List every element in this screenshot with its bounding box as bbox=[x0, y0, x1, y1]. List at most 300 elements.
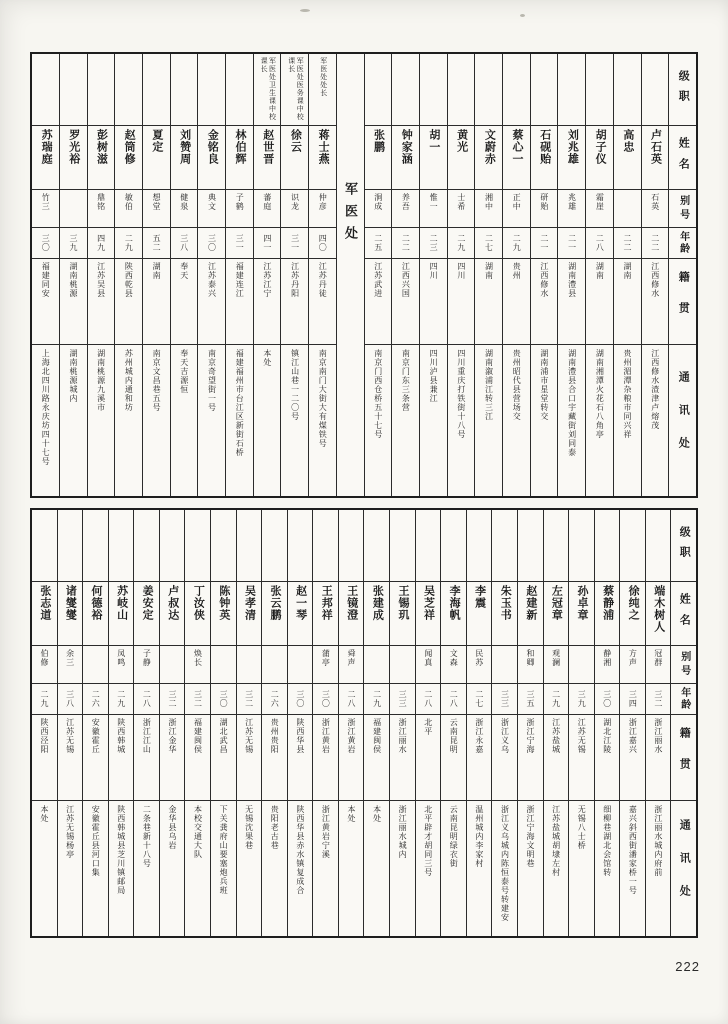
age-cell: 三〇 bbox=[211, 684, 236, 715]
alias-cell: 冠群 bbox=[646, 646, 671, 684]
alias-cell bbox=[492, 646, 517, 684]
age-cell: 二八 bbox=[586, 228, 613, 259]
person-column bbox=[142, 54, 170, 496]
person-column bbox=[32, 54, 59, 496]
person-column bbox=[253, 54, 281, 496]
rank-cell bbox=[614, 54, 641, 126]
addr-cell: 湖南桃源九溪市 bbox=[96, 349, 106, 412]
age-cell: 二三 bbox=[420, 228, 447, 259]
age-cell: 三八 bbox=[171, 228, 198, 259]
rank-cell bbox=[237, 510, 262, 582]
name-cell: 苏瑞庭 bbox=[32, 126, 59, 190]
name-cell: 胡一 bbox=[420, 126, 447, 190]
age-cell: 二一 bbox=[531, 228, 558, 259]
alias-cell: 典文 bbox=[198, 190, 225, 228]
person-column bbox=[108, 510, 134, 936]
age-cell: 三四 bbox=[620, 684, 645, 715]
rank-cell bbox=[313, 510, 338, 582]
alias-cell: 涧成 bbox=[365, 190, 392, 228]
name-cell: 左冠章 bbox=[544, 582, 569, 646]
alias-cell bbox=[364, 646, 389, 684]
rank-cell: 军医处医务课中校课长 bbox=[281, 54, 308, 126]
native-cell: 江西修水 bbox=[642, 259, 669, 345]
alias-cell: 闻真 bbox=[416, 646, 441, 684]
addr-cell: 温州城内李家村 bbox=[474, 805, 484, 868]
rank-cell bbox=[544, 510, 569, 582]
rank-cell bbox=[185, 510, 210, 582]
rank-cell bbox=[392, 54, 419, 126]
name-cell: 蒋士燕 bbox=[309, 126, 336, 190]
name-cell: 吴芝祥 bbox=[416, 582, 441, 646]
native-cell: 湖南 bbox=[475, 259, 502, 345]
row-header-alias: 别号 bbox=[669, 190, 696, 228]
rank-cell bbox=[569, 510, 594, 582]
name-cell: 丁汝侠 bbox=[185, 582, 210, 646]
row-header-rank: 级职 bbox=[671, 510, 696, 582]
rank-cell bbox=[364, 510, 389, 582]
name-cell: 钟家涵 bbox=[392, 126, 419, 190]
addr-cell: 二条巷新十八号 bbox=[142, 805, 152, 868]
age-cell: 三五 bbox=[518, 684, 543, 715]
alias-cell: 和卿 bbox=[518, 646, 543, 684]
native-cell: 江苏无锡 bbox=[237, 715, 262, 801]
row-header-column bbox=[668, 54, 696, 496]
person-column bbox=[338, 510, 364, 936]
alias-cell: 舜声 bbox=[339, 646, 364, 684]
age-cell: 三〇 bbox=[198, 228, 225, 259]
addr-cell: 陕西华县赤水镇复成合 bbox=[295, 805, 305, 895]
person-column bbox=[645, 510, 671, 936]
name-cell: 彭树滋 bbox=[88, 126, 115, 190]
age-cell: 二九 bbox=[109, 684, 134, 715]
native-cell: 江苏无锡 bbox=[58, 715, 83, 801]
alias-cell bbox=[83, 646, 108, 684]
addr-cell: 本处 bbox=[346, 805, 356, 823]
native-cell: 湖北江陵 bbox=[595, 715, 620, 801]
alias-cell: 健泉 bbox=[171, 190, 198, 228]
addr-cell: 北平辟才胡同三号 bbox=[423, 805, 433, 877]
addr-cell: 浙江黄岩宁溪 bbox=[321, 805, 331, 859]
age-cell: 三二 bbox=[237, 684, 262, 715]
person-column bbox=[287, 510, 313, 936]
name-cell: 张建成 bbox=[364, 582, 389, 646]
person-column bbox=[363, 510, 389, 936]
person-column bbox=[114, 54, 142, 496]
alias-cell bbox=[60, 190, 87, 228]
rank-cell bbox=[60, 54, 87, 126]
age-cell: 五二 bbox=[143, 228, 170, 259]
addr-cell: 下关龚府山要塞炮兵班 bbox=[219, 805, 229, 895]
rank-cell: 军医处卫生课中校课长 bbox=[254, 54, 281, 126]
addr-cell: 南京南门大街大有煤铁号 bbox=[318, 349, 328, 448]
native-cell: 浙江永嘉 bbox=[467, 715, 492, 801]
person-column bbox=[474, 54, 502, 496]
rank-cell bbox=[339, 510, 364, 582]
alias-cell: 敏伯 bbox=[115, 190, 142, 228]
addr-cell: 湖南澧县合口宇藏街刘同泰 bbox=[567, 349, 577, 457]
rank-cell bbox=[642, 54, 669, 126]
row-header-name: 姓名 bbox=[669, 126, 696, 190]
row-header-rank: 级职 bbox=[669, 54, 696, 126]
name-cell: 孙卓章 bbox=[569, 582, 594, 646]
native-cell: 贵州贵阳 bbox=[262, 715, 287, 801]
rank-cell bbox=[115, 54, 142, 126]
roster-table-top bbox=[30, 52, 698, 498]
name-cell: 赵世晋 bbox=[254, 126, 281, 190]
name-cell: 徐云 bbox=[281, 126, 308, 190]
native-cell: 浙江江山 bbox=[134, 715, 159, 801]
person-column bbox=[389, 510, 415, 936]
native-cell: 云南昆明 bbox=[441, 715, 466, 801]
name-cell: 吴孝清 bbox=[237, 582, 262, 646]
age-cell: 三一 bbox=[226, 228, 253, 259]
row-header-alias: 别号 bbox=[671, 646, 696, 684]
person-column bbox=[440, 510, 466, 936]
native-cell: 浙江黄岩 bbox=[313, 715, 338, 801]
age-cell: 三九 bbox=[60, 228, 87, 259]
alias-cell: 鼎铭 bbox=[88, 190, 115, 228]
age-cell: 三一 bbox=[281, 228, 308, 259]
person-column bbox=[619, 510, 645, 936]
native-cell: 北平 bbox=[416, 715, 441, 801]
native-cell: 贵州 bbox=[503, 259, 530, 345]
alias-cell: 想堂 bbox=[143, 190, 170, 228]
person-column bbox=[82, 510, 108, 936]
name-cell: 金铭良 bbox=[198, 126, 225, 190]
native-cell: 江苏泰兴 bbox=[198, 259, 225, 345]
rank-cell bbox=[467, 510, 492, 582]
name-cell: 何德裕 bbox=[83, 582, 108, 646]
name-cell: 黄光 bbox=[448, 126, 475, 190]
scan-artifact bbox=[300, 9, 310, 12]
rank-cell bbox=[365, 54, 392, 126]
alias-cell: 竹三 bbox=[32, 190, 59, 228]
name-cell: 朱玉书 bbox=[492, 582, 517, 646]
rank-cell bbox=[58, 510, 83, 582]
age-cell: 二九 bbox=[503, 228, 530, 259]
name-cell: 刘兆雄 bbox=[558, 126, 585, 190]
addr-cell: 贵州昭代县营场交 bbox=[512, 349, 522, 421]
alias-cell: 石英 bbox=[642, 190, 669, 228]
person-column bbox=[502, 54, 530, 496]
age-cell: 二一 bbox=[558, 228, 585, 259]
addr-cell: 浙江义乌城内陈恒泰号转建安 bbox=[500, 805, 510, 922]
age-cell: 四一 bbox=[254, 228, 281, 259]
rank-cell bbox=[226, 54, 253, 126]
name-cell: 王镜澄 bbox=[339, 582, 364, 646]
rank-cell bbox=[160, 510, 185, 582]
rank-cell bbox=[416, 510, 441, 582]
native-cell: 江苏武进 bbox=[365, 259, 392, 345]
alias-cell: 士希 bbox=[448, 190, 475, 228]
rank-cell bbox=[558, 54, 585, 126]
name-cell: 苏岐山 bbox=[109, 582, 134, 646]
name-cell: 卢叔达 bbox=[160, 582, 185, 646]
rank-cell bbox=[288, 510, 313, 582]
rank-cell bbox=[595, 510, 620, 582]
native-cell: 陕西泾阳 bbox=[32, 715, 57, 801]
alias-cell: 凤鸣 bbox=[109, 646, 134, 684]
native-cell: 奉天 bbox=[171, 259, 198, 345]
name-cell: 端木树人 bbox=[646, 582, 671, 646]
person-column bbox=[308, 54, 336, 496]
person-column bbox=[57, 510, 83, 936]
addr-cell: 陕西韩城县芝川镇邮局 bbox=[116, 805, 126, 895]
age-cell: 三〇 bbox=[595, 684, 620, 715]
name-cell: 夏定 bbox=[143, 126, 170, 190]
name-cell: 李海帆 bbox=[441, 582, 466, 646]
rank-cell bbox=[646, 510, 671, 582]
age-cell: 二九 bbox=[115, 228, 142, 259]
alias-cell bbox=[160, 646, 185, 684]
age-cell: 二六 bbox=[83, 684, 108, 715]
row-header-addr: 通讯处 bbox=[677, 371, 690, 470]
addr-cell: 本校交通大队 bbox=[193, 805, 203, 859]
name-cell: 赵一琴 bbox=[288, 582, 313, 646]
alias-cell: 湘中 bbox=[475, 190, 502, 228]
alias-cell: 民苏 bbox=[467, 646, 492, 684]
native-cell: 浙江嘉兴 bbox=[620, 715, 645, 801]
native-cell: 浙江义乌 bbox=[492, 715, 517, 801]
addr-cell: 四川重庆打铁街十八号 bbox=[456, 349, 466, 439]
native-cell: 陕西乾县 bbox=[115, 259, 142, 345]
alias-cell: 研贻 bbox=[531, 190, 558, 228]
alias-cell: 霜崖 bbox=[586, 190, 613, 228]
addr-cell: 浙江丽水城内 bbox=[398, 805, 408, 859]
rank-cell bbox=[109, 510, 134, 582]
name-cell: 徐纯之 bbox=[620, 582, 645, 646]
rank-cell bbox=[198, 54, 225, 126]
person-column bbox=[585, 54, 613, 496]
age-cell: 三三 bbox=[492, 684, 517, 715]
rank-cell bbox=[441, 510, 466, 582]
addr-cell: 本处 bbox=[262, 349, 272, 367]
native-cell: 江苏无锡 bbox=[569, 715, 594, 801]
rank-cell bbox=[518, 510, 543, 582]
age-cell: 三二 bbox=[646, 684, 671, 715]
person-column bbox=[568, 510, 594, 936]
age-cell: 二二 bbox=[614, 228, 641, 259]
native-cell: 湖北武昌 bbox=[211, 715, 236, 801]
rank-cell bbox=[620, 510, 645, 582]
native-cell: 福建同安 bbox=[32, 259, 59, 345]
row-header-age: 年龄 bbox=[669, 228, 696, 259]
person-column bbox=[641, 54, 669, 496]
person-column bbox=[59, 54, 87, 496]
name-cell: 蔡静浦 bbox=[595, 582, 620, 646]
person-column bbox=[391, 54, 419, 496]
rank-cell bbox=[531, 54, 558, 126]
native-cell: 浙江丽水 bbox=[646, 715, 671, 801]
native-cell: 江苏江宁 bbox=[254, 259, 281, 345]
person-column bbox=[594, 510, 620, 936]
native-cell: 浙江金华 bbox=[160, 715, 185, 801]
person-column bbox=[280, 54, 308, 496]
alias-cell: 方声 bbox=[620, 646, 645, 684]
addr-cell: 贵州湄潭杂粮市同兴祥 bbox=[623, 349, 633, 439]
addr-cell: 湖南桃源城内 bbox=[68, 349, 78, 403]
person-column bbox=[225, 54, 253, 496]
name-cell: 张志道 bbox=[32, 582, 57, 646]
native-cell: 浙江宁海 bbox=[518, 715, 543, 801]
alias-cell bbox=[390, 646, 415, 684]
name-cell: 林伯辉 bbox=[226, 126, 253, 190]
person-column bbox=[447, 54, 475, 496]
row-header-native: 籍贯 bbox=[671, 715, 696, 801]
rank-cell bbox=[32, 510, 57, 582]
native-cell: 湖南澧县 bbox=[558, 259, 585, 345]
age-cell: 二九 bbox=[364, 684, 389, 715]
person-column bbox=[210, 510, 236, 936]
native-cell: 江苏吴县 bbox=[88, 259, 115, 345]
alias-cell: 伯修 bbox=[32, 646, 57, 684]
alias-cell bbox=[569, 646, 594, 684]
addr-cell: 镇江山巷一二〇号 bbox=[290, 349, 300, 421]
rank-cell bbox=[503, 54, 530, 126]
rank-cell bbox=[262, 510, 287, 582]
rank-cell bbox=[586, 54, 613, 126]
addr-cell: 湖南浦市星堂转交 bbox=[539, 349, 549, 421]
alias-cell: 焕长 bbox=[185, 646, 210, 684]
name-cell: 罗光裕 bbox=[60, 126, 87, 190]
addr-cell: 四川泸县兼江 bbox=[429, 349, 439, 403]
native-cell: 江苏盐城 bbox=[544, 715, 569, 801]
age-cell: 二八 bbox=[416, 684, 441, 715]
age-cell: 四九 bbox=[88, 228, 115, 259]
name-cell: 陈钟英 bbox=[211, 582, 236, 646]
row-header-addr: 通讯处 bbox=[678, 819, 691, 918]
addr-cell: 湖南湘潭火花石八角亭 bbox=[595, 349, 605, 439]
name-cell: 文蔚赤 bbox=[475, 126, 502, 190]
addr-cell: 云南昆明绿衣街 bbox=[449, 805, 459, 868]
addr-cell: 湖南溆浦江转三江 bbox=[484, 349, 494, 421]
rank-cell bbox=[448, 54, 475, 126]
alias-cell bbox=[614, 190, 641, 228]
age-cell: 三八 bbox=[58, 684, 83, 715]
section-title-column bbox=[336, 54, 364, 496]
alias-cell: 文森 bbox=[441, 646, 466, 684]
person-column bbox=[312, 510, 338, 936]
age-cell: 二九 bbox=[32, 684, 57, 715]
addr-cell: 浙江宁海文明巷 bbox=[526, 805, 536, 868]
person-column bbox=[613, 54, 641, 496]
person-column bbox=[419, 54, 447, 496]
native-cell: 四川 bbox=[448, 259, 475, 345]
row-header-native: 籍贯 bbox=[669, 259, 696, 345]
person-column bbox=[543, 510, 569, 936]
rank-cell bbox=[171, 54, 198, 126]
person-column bbox=[133, 510, 159, 936]
person-column bbox=[517, 510, 543, 936]
person-column bbox=[261, 510, 287, 936]
person-column bbox=[491, 510, 517, 936]
native-cell: 浙江黄岩 bbox=[339, 715, 364, 801]
rank-cell bbox=[32, 54, 59, 126]
alias-cell: 余三 bbox=[58, 646, 83, 684]
alias-cell bbox=[288, 646, 313, 684]
rank-cell bbox=[211, 510, 236, 582]
name-cell: 张鹏 bbox=[365, 126, 392, 190]
name-cell: 刘赞周 bbox=[171, 126, 198, 190]
name-cell: 石砚贻 bbox=[531, 126, 558, 190]
addr-cell: 无锡八士桥 bbox=[577, 805, 587, 850]
addr-cell: 无锡沈果巷 bbox=[244, 805, 254, 850]
addr-cell: 江西修水渣津卢熔茂 bbox=[650, 349, 660, 430]
alias-cell: 养吾 bbox=[392, 190, 419, 228]
alias-cell: 识龙 bbox=[281, 190, 308, 228]
addr-cell: 上海北四川路永庆坊四十七号 bbox=[41, 349, 51, 466]
rank-cell bbox=[83, 510, 108, 582]
rank-cell bbox=[88, 54, 115, 126]
name-cell: 姜安定 bbox=[134, 582, 159, 646]
person-column bbox=[557, 54, 585, 496]
name-cell: 王邦祥 bbox=[313, 582, 338, 646]
age-cell: 二六 bbox=[262, 684, 287, 715]
age-cell: 二五 bbox=[365, 228, 392, 259]
rank-cell bbox=[390, 510, 415, 582]
alias-cell bbox=[211, 646, 236, 684]
age-cell: 二九 bbox=[544, 684, 569, 715]
alias-cell: 仲彦 bbox=[309, 190, 336, 228]
native-cell: 江苏丹徒 bbox=[309, 259, 336, 345]
native-cell: 福建闽侯 bbox=[364, 715, 389, 801]
age-cell: 三九 bbox=[569, 684, 594, 715]
addr-cell: 奉天吉源恒 bbox=[179, 349, 189, 394]
age-cell: 三二 bbox=[160, 684, 185, 715]
addr-cell: 浙江丽水城内府前 bbox=[653, 805, 663, 877]
native-cell: 福建连江 bbox=[226, 259, 253, 345]
row-header-column bbox=[670, 510, 696, 936]
addr-cell: 细柳巷湖北会馆转 bbox=[602, 805, 612, 877]
addr-cell: 本处 bbox=[40, 805, 50, 823]
age-cell: 三〇 bbox=[288, 684, 313, 715]
name-cell: 李震 bbox=[467, 582, 492, 646]
alias-cell: 子鹤 bbox=[226, 190, 253, 228]
person-column bbox=[466, 510, 492, 936]
addr-cell: 南京门东三条营 bbox=[401, 349, 411, 412]
addr-cell: 南京文昌巷五号 bbox=[152, 349, 162, 412]
page-number: 222 bbox=[675, 959, 700, 974]
addr-cell: 贵阳老古巷 bbox=[270, 805, 280, 850]
alias-cell: 蕃庭 bbox=[254, 190, 281, 228]
age-cell: 二八 bbox=[134, 684, 159, 715]
native-cell: 四川 bbox=[420, 259, 447, 345]
name-cell: 高忠 bbox=[614, 126, 641, 190]
age-cell: 二八 bbox=[441, 684, 466, 715]
age-cell: 二七 bbox=[475, 228, 502, 259]
age-cell: 四〇 bbox=[309, 228, 336, 259]
age-cell: 二二 bbox=[392, 228, 419, 259]
scan-artifact bbox=[520, 14, 525, 17]
native-cell: 浙江丽水 bbox=[390, 715, 415, 801]
age-cell: 三〇 bbox=[32, 228, 59, 259]
person-column bbox=[530, 54, 558, 496]
rank-cell bbox=[420, 54, 447, 126]
rank-cell bbox=[134, 510, 159, 582]
age-cell: 三〇 bbox=[313, 684, 338, 715]
person-column bbox=[87, 54, 115, 496]
addr-cell: 嘉兴斜西街潘家桥一号 bbox=[628, 805, 638, 895]
rank-cell: 军医处处长 bbox=[309, 54, 336, 126]
alias-cell: 正中 bbox=[503, 190, 530, 228]
person-column bbox=[415, 510, 441, 936]
alias-cell: 观澜 bbox=[544, 646, 569, 684]
native-cell: 湖南 bbox=[586, 259, 613, 345]
alias-cell: 子静 bbox=[134, 646, 159, 684]
person-column bbox=[159, 510, 185, 936]
addr-cell: 苏州城内通和坊 bbox=[124, 349, 134, 412]
name-cell: 胡子仪 bbox=[586, 126, 613, 190]
